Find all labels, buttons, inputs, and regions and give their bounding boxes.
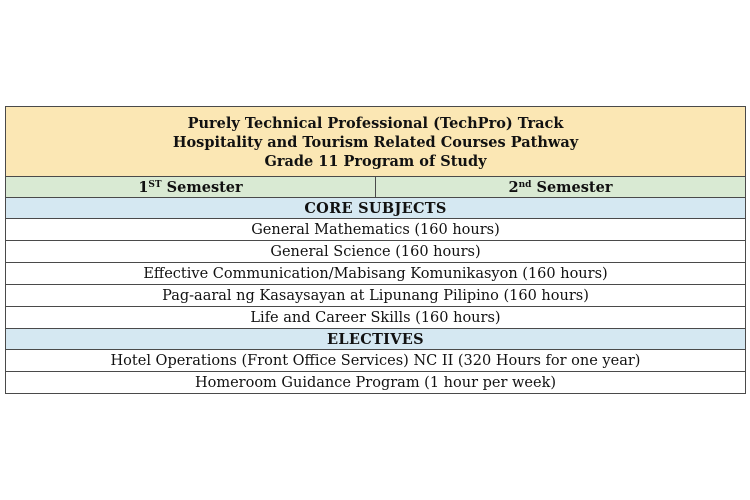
- core-subjects-heading-row: [6, 198, 746, 219]
- core-subject-item: Effective Communication/Mabisang Komunikasyon (160 hours): [6, 263, 746, 285]
- table-row: [6, 241, 746, 263]
- table-row: [6, 285, 746, 307]
- table-row: [6, 263, 746, 285]
- title-program: Grade 11 Program of Study: [264, 152, 487, 170]
- semester-header-row: [6, 177, 746, 198]
- elective-item: Homeroom Guidance Program (1 hour per week): [6, 372, 746, 394]
- electives-heading-row: [6, 329, 746, 350]
- first-semester-label: Semester: [161, 178, 243, 196]
- title-track: Purely Technical Professional (TechPro) Track: [187, 114, 564, 132]
- second-semester-number: 2: [508, 178, 519, 196]
- second-semester-label: Semester: [531, 178, 613, 196]
- first-semester-suffix: ST: [148, 179, 162, 190]
- second-semester-suffix: nd: [518, 179, 532, 190]
- table-row: [6, 372, 746, 394]
- core-subject-item: General Science (160 hours): [6, 241, 746, 263]
- core-subject-item: Life and Career Skills (160 hours): [6, 307, 746, 329]
- second-semester-header: [376, 177, 746, 198]
- core-subject-item: General Mathematics (160 hours): [6, 219, 746, 241]
- table-row: [6, 350, 746, 372]
- core-subjects-heading: CORE SUBJECTS: [6, 198, 746, 219]
- title-row: [6, 107, 746, 177]
- table-row: [6, 219, 746, 241]
- title-pathway: Hospitality and Tourism Related Courses Pathway: [172, 133, 579, 151]
- first-semester-number: 1: [138, 178, 149, 196]
- electives-heading: ELECTIVES: [6, 329, 746, 350]
- core-subject-item: Pag-aaral ng Kasaysayan at Lipunang Pilipino (160 hours): [6, 285, 746, 307]
- program-of-study-table: [5, 106, 746, 394]
- elective-item: Hotel Operations (Front Office Services) NC II (320 Hours for one year): [6, 350, 746, 372]
- first-semester-header: [6, 177, 376, 198]
- table-row: [6, 307, 746, 329]
- table-title: [6, 107, 746, 177]
